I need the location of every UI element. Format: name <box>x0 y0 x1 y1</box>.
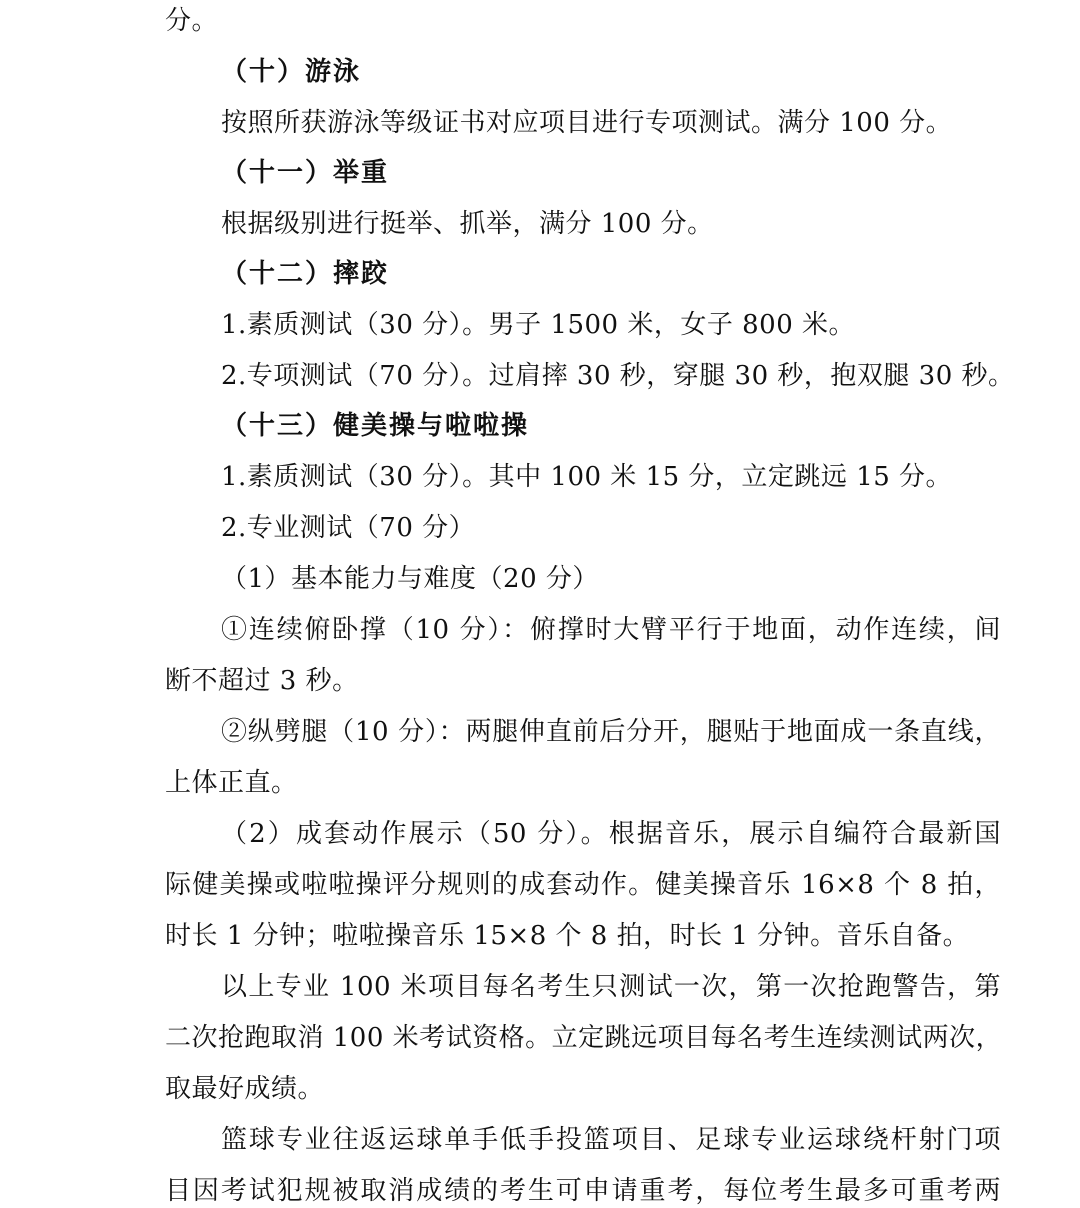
text-line: 1.素质测试（30 分）。男子 1500 米，女子 800 米。 <box>221 310 856 340</box>
text-line: 分。 <box>165 6 219 36</box>
text-line: 2.专项测试（70 分）。过肩摔 30 秒，穿腿 30 秒，抱双腿 30 秒。 <box>221 361 1015 391</box>
text-line: 时长 1 分钟；啦啦操音乐 15×8 个 8 拍，时长 1 分钟。音乐自备。 <box>165 921 970 951</box>
text-line: 断不超过 3 秒。 <box>165 666 359 696</box>
text-line: 取最好成绩。 <box>165 1074 325 1104</box>
text-line: 际健美操或啦啦操评分规则的成套动作。健美操音乐 16×8 个 8 拍， <box>165 870 1001 900</box>
text-line: 目因考试犯规被取消成绩的考生可申请重考，每位考生最多可重考两 <box>165 1176 1001 1206</box>
text-line: 根据级别进行挺举、抓举，满分 100 分。 <box>221 209 714 239</box>
text-line: 按照所获游泳等级证书对应项目进行专项测试。满分 100 分。 <box>221 108 953 138</box>
text-line: 二次抢跑取消 100 米考试资格。立定跳远项目每名考生连续测试两次， <box>165 1023 1003 1053</box>
text-line: （2）成套动作展示（50 分）。根据音乐，展示自编符合最新国 <box>221 819 1001 849</box>
text-line: 以上专业 100 米项目每名考生只测试一次，第一次抢跑警告，第 <box>221 972 1001 1002</box>
section-heading-swimming: （十）游泳 <box>221 57 362 87</box>
text-line: ②纵劈腿（10 分）：两腿伸直前后分开，腿贴于地面成一条直线， <box>221 717 1001 747</box>
text-line: （1）基本能力与难度（20 分） <box>221 564 599 594</box>
text-line: 1.素质测试（30 分）。其中 100 米 15 分，立定跳远 15 分。 <box>221 462 953 492</box>
section-heading-aerobics: （十三）健美操与啦啦操 <box>221 411 530 441</box>
text-line: 上体正直。 <box>165 768 298 798</box>
text-line: 篮球专业往返运球单手低手投篮项目、足球专业运球绕杆射门项 <box>221 1125 1001 1155</box>
section-heading-weightlifting: （十一）举重 <box>221 158 390 188</box>
text-line: 2.专业测试（70 分） <box>221 513 476 543</box>
text-line: ①连续俯卧撑（10 分）：俯撑时大臂平行于地面，动作连续，间 <box>221 615 1001 645</box>
section-heading-wrestling: （十二）摔跤 <box>221 259 390 289</box>
